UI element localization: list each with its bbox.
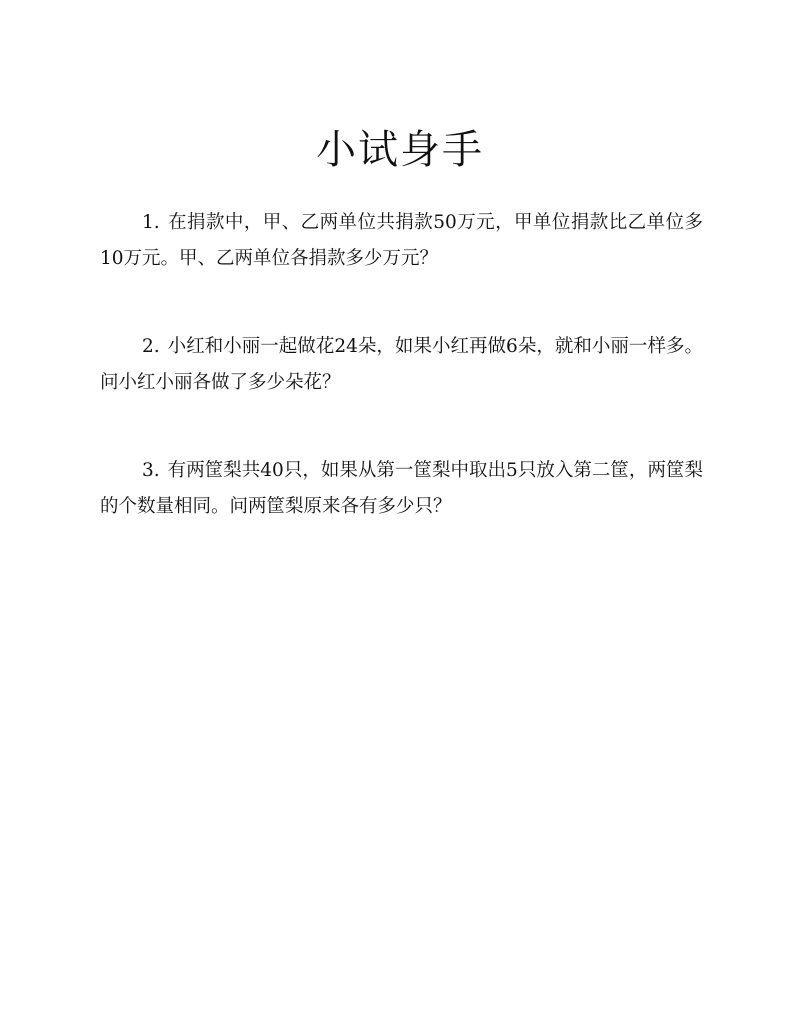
question-number: 3. — [142, 460, 160, 481]
question-list — [100, 205, 703, 577]
question-number: 2. — [142, 336, 160, 357]
page-title: 小试身手 — [316, 127, 484, 173]
question-number: 1. — [142, 212, 160, 233]
question-text: 小红和小丽一起做花24朵，如果小红再做6朵，就和小丽一样多。问小红小丽各做了多少朵花？ — [100, 336, 703, 393]
question-text: 有两筐梨共40只，如果从第一筐梨中取出5只放入第二筐，两筐梨的个数量相同。问两筐梨原来各有多少只？ — [100, 460, 703, 517]
question-2 — [100, 329, 703, 401]
question-text: 在捐款中，甲、乙两单位共捐款50万元，甲单位捐款比乙单位多10万元。甲、乙两单位各捐款多少万元？ — [100, 212, 703, 269]
question-3 — [100, 453, 703, 525]
question-1 — [100, 205, 703, 277]
